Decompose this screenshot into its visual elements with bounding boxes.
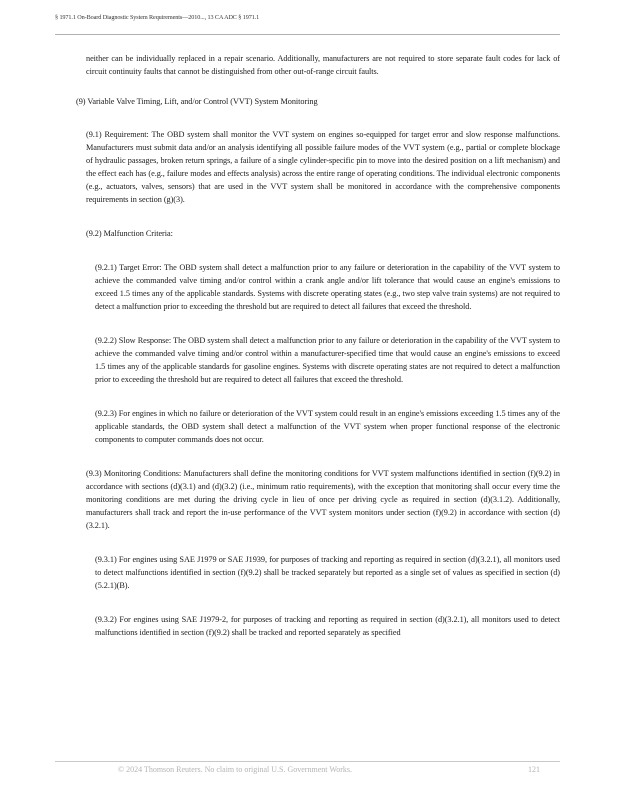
header-divider (55, 34, 560, 35)
document-body (0, 52, 618, 639)
paragraph-9-3-1: (9.3.1) For engines using SAE J1979 or SAE J1939, for purposes of tracking and reporting as required in section (d)(3.2.1), all monitors used to detect malfunctions identified in section (f)(9.2) shall be tracked separately but reported as a single set of values as specified in section (d)(5.2.1)(B). (95, 555, 560, 590)
paragraph-9-3: (9.3) Monitoring Conditions: Manufacturers shall define the monitoring conditions for VVT system malfunctions identified in section (f)(9.2) in accordance with sections (d)(3.1) and (d)(3.2) (i.e., minimum ratio requirements), with the exception that monitoring shall occur every time the monitoring conditions are met during the driving cycle in lieu of once per driving cycle as required in section (d)(3.1.2). Additionally, manufacturers shall track and report the in-use performance of the VVT system monitors under section (f)(9.2) in accordance with section (d)(3.2.1). (86, 469, 560, 530)
paragraph-9-2-2: (9.2.2) Slow Response: The OBD system shall detect a malfunction prior to any failure or deterioration in the capability of the VVT system to achieve the commanded valve timing and/or control within a manufacturer-specified time that would cause an engine's emissions to exceed 1.5 times any of the applicable standards for gasoline engines. Systems with discrete operating states are not required to detect a malfunction prior to exceeding the threshold but are required to detect all failures that exceed the threshold. (95, 336, 560, 384)
paragraph-9-1: (9.1) Requirement: The OBD system shall monitor the VVT system on engines so-equipped for target error and slow response malfunctions. Manufacturers must submit data and/or an analysis identifying all possible failure modes of the VVT system (e.g., partial or complete blockage of hydraulic passages, broken return springs, a failure of a single cylinder-specific pin to move into the desired position on a lift mechanism) and the effect each has (e.g., failure modes and effects analysis) across the entire range of operating conditions. The individual electronic components (e.g., actuators, valves, sensors) that are used in the VVT system shall be monitored in accordance with the comprehensive components requirements in section (g)(3). (86, 130, 560, 204)
section-heading: (9) Variable Valve Timing, Lift, and/or Control (VVT) System Monitoring (76, 97, 318, 106)
page-footer (55, 765, 560, 779)
footer-divider (55, 761, 560, 762)
copyright-notice: © 2024 Thomson Reuters. No claim to original U.S. Government Works. (118, 765, 353, 774)
paragraph-9-2-1: (9.2.1) Target Error: The OBD system shall detect a malfunction prior to any failure or deterioration in the capability of the VVT system to achieve the commanded valve timing and/or control within a crank angle and/or lift tolerance that would cause an engine's emissions to exceed 1.5 times any of the applicable standards. Systems with discrete operating states (e.g., two step valve train systems) are not required to detect a malfunction prior to exceeding the threshold but are required to detect all failures that exceed the threshold. (95, 263, 560, 311)
paragraph-9-2: (9.2) Malfunction Criteria: (86, 229, 173, 238)
paragraph-continuation: neither can be individually replaced in a repair scenario. Additionally, manufacturers are not required to store separate fault codes for lack of circuit continuity faults that cannot be distinguished from other out-of-range circuit faults. (86, 54, 560, 76)
paragraph-9-2-3: (9.2.3) For engines in which no failure or deterioration of the VVT system could result in an engine's emissions exceeding 1.5 times any of the applicable standards, the OBD system shall detect a malfunction of the VVT system when proper functional response of the electronic components to computer commands does not occur. (95, 409, 560, 444)
page-number: 121 (528, 765, 540, 774)
running-header: § 1971.1 On-Board Diagnostic System Requirements—2010..., 13 CA ADC § 1971.1 (55, 14, 260, 21)
paragraph-9-3-2: (9.3.2) For engines using SAE J1979-2, for purposes of tracking and reporting as required in section (d)(3.2.1), all monitors used to detect malfunctions identified in section (f)(9.2) shall be tracked and reported separately as specified (95, 615, 560, 637)
